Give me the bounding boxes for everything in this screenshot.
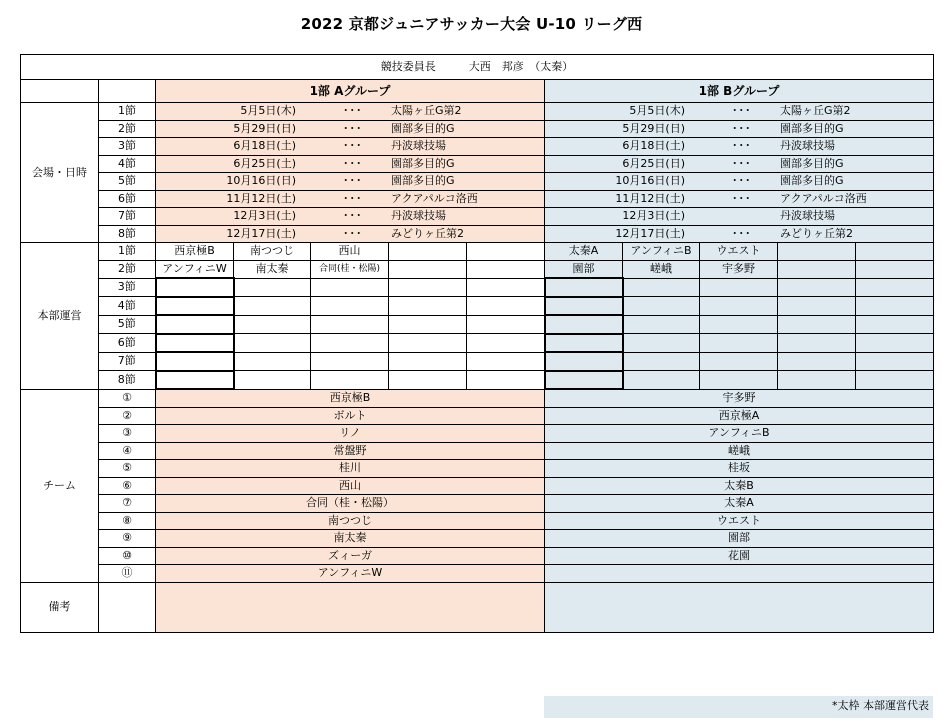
team-b-name: アンフィニB — [545, 425, 934, 443]
team-b-name — [545, 565, 934, 583]
schedule-dots: ･･･ — [732, 156, 752, 170]
schedule-venue: 園部多目的G — [391, 121, 455, 135]
hq-a-cell — [156, 352, 234, 371]
hq-a-cell — [389, 371, 467, 390]
schedule-b-cell — [545, 208, 934, 226]
schedule-dots: ･･･ — [732, 121, 752, 135]
hq-a-cell — [234, 315, 311, 334]
hq-b-cell — [700, 297, 778, 316]
schedule-dots: ･･･ — [343, 209, 363, 222]
hq-b-cell — [778, 371, 856, 390]
schedule-date: 5月5日(木) — [629, 104, 685, 117]
hq-a-cell: アンフィニW — [156, 260, 234, 278]
hq-a-cell — [311, 352, 389, 371]
schedule-dots: ･･･ — [343, 121, 363, 135]
schedule-venue: 丹波球技場 — [391, 209, 446, 222]
team-number: ⑧ — [99, 512, 156, 530]
round-label: 7節 — [99, 208, 156, 226]
round-label: 5節 — [99, 173, 156, 191]
team-b-name: ウエスト — [545, 512, 934, 530]
footnote: *太枠 本部運営代表 — [544, 696, 933, 718]
hq-b-cell: 嵯峨 — [623, 260, 700, 278]
hq-b-cell — [700, 334, 778, 353]
schedule-a-cell — [156, 120, 545, 138]
round-label: 8節 — [99, 225, 156, 243]
round-label: 3節 — [99, 278, 156, 297]
notes-b-cell — [545, 582, 934, 632]
team-b-name: 太秦B — [545, 477, 934, 495]
hq-b-cell: 園部 — [545, 260, 623, 278]
schedule-date: 5月29日(日) — [233, 121, 296, 135]
hq-a-cell — [234, 278, 311, 297]
hq-b-cell — [856, 297, 934, 316]
schedule-date: 6月25日(土) — [233, 156, 296, 170]
hq-b-cell — [623, 278, 700, 297]
hq-a-cell — [311, 278, 389, 297]
hq-a-cell — [467, 260, 545, 278]
hq-b-cell — [778, 334, 856, 353]
team-a-name: ボルト — [156, 407, 545, 425]
hq-b-cell — [545, 278, 623, 297]
team-number: ⑪ — [99, 565, 156, 583]
hq-a-cell — [156, 278, 234, 297]
schedule-section-label: 会場・日時 — [21, 103, 99, 243]
hq-a-cell: 西京極B — [156, 243, 234, 261]
group-a-header: 1部 Aグループ — [156, 80, 545, 103]
league-table — [20, 54, 934, 633]
round-label: 2節 — [99, 260, 156, 278]
schedule-venue: アクアパルコ洛西 — [780, 191, 867, 205]
schedule-dots: ･･･ — [343, 174, 363, 187]
schedule-date: 11月12日(土) — [226, 191, 296, 205]
team-b-name: 嵯峨 — [545, 442, 934, 460]
notes-section-label: 備考 — [21, 582, 99, 632]
round-label: 2節 — [99, 120, 156, 138]
schedule-venue: 園部多目的G — [780, 156, 844, 170]
hq-b-cell — [623, 371, 700, 390]
hq-b-cell — [700, 352, 778, 371]
team-a-name: アンフィニW — [156, 565, 545, 583]
schedule-date: 12月17日(土) — [226, 226, 296, 240]
hq-a-cell — [234, 371, 311, 390]
schedule-b-cell — [545, 190, 934, 208]
team-b-name: 宇多野 — [545, 389, 934, 407]
round-label: 6節 — [99, 190, 156, 208]
round-label: 8節 — [99, 371, 156, 390]
schedule-a-cell — [156, 225, 545, 243]
schedule-a-cell — [156, 190, 545, 208]
hq-a-cell — [311, 334, 389, 353]
schedule-venue: 丹波球技場 — [780, 139, 835, 152]
schedule-dots: ･･･ — [732, 226, 752, 240]
hq-b-cell: 太秦A — [545, 243, 623, 261]
blank-cell — [99, 582, 156, 632]
schedule-a-cell — [156, 138, 545, 156]
schedule-dots: ･･･ — [343, 104, 363, 117]
round-label: 6節 — [99, 334, 156, 353]
round-label: 1節 — [99, 103, 156, 121]
schedule-dots: ･･･ — [732, 191, 752, 205]
hq-b-cell: 宇多野 — [700, 260, 778, 278]
hq-a-cell: 南太秦 — [234, 260, 311, 278]
team-b-name: 西京極A — [545, 407, 934, 425]
schedule-b-cell — [545, 225, 934, 243]
hq-a-cell — [156, 334, 234, 353]
team-number: ⑥ — [99, 477, 156, 495]
hq-b-cell — [623, 297, 700, 316]
hq-a-cell — [389, 297, 467, 316]
team-b-name: 桂坂 — [545, 460, 934, 478]
hq-a-cell — [311, 371, 389, 390]
hq-b-cell — [856, 315, 934, 334]
schedule-a-cell — [156, 103, 545, 121]
hq-a-cell — [467, 371, 545, 390]
team-number: ⑦ — [99, 495, 156, 513]
hq-a-cell — [234, 297, 311, 316]
team-b-name: 太秦A — [545, 495, 934, 513]
team-number: ⑨ — [99, 530, 156, 548]
hq-a-cell — [156, 297, 234, 316]
hq-a-cell — [389, 278, 467, 297]
team-a-name: 西京極B — [156, 389, 545, 407]
team-a-name: ズィーガ — [156, 547, 545, 565]
schedule-a-cell — [156, 208, 545, 226]
team-number: ⑤ — [99, 460, 156, 478]
hq-a-cell: 西山 — [311, 243, 389, 261]
hq-b-cell — [856, 278, 934, 297]
hq-a-cell — [467, 352, 545, 371]
schedule-date: 12月3日(土) — [233, 209, 296, 222]
hq-a-cell — [467, 297, 545, 316]
schedule-dots: ･･･ — [343, 191, 363, 205]
notes-a-cell — [156, 582, 545, 632]
schedule-b-cell — [545, 103, 934, 121]
hq-b-cell — [700, 371, 778, 390]
blank-cell — [21, 80, 99, 103]
hq-b-cell — [545, 334, 623, 353]
hq-b-cell: ウエスト — [700, 243, 778, 261]
schedule-date: 6月18日(土) — [233, 139, 296, 152]
schedule-dots: ･･･ — [343, 226, 363, 240]
team-number: ③ — [99, 425, 156, 443]
team-number: ② — [99, 407, 156, 425]
schedule-venue: 太陽ヶ丘G第2 — [391, 104, 462, 117]
blank-cell — [99, 80, 156, 103]
schedule-venue: みどりヶ丘第2 — [780, 226, 853, 240]
schedule-b-cell — [545, 155, 934, 173]
hq-b-cell: アンフィニB — [623, 243, 700, 261]
hq-section-label: 本部運営 — [21, 243, 99, 390]
schedule-dots: ･･･ — [732, 104, 752, 117]
hq-b-cell — [856, 352, 934, 371]
team-number: ① — [99, 389, 156, 407]
team-a-name: リノ — [156, 425, 545, 443]
team-b-name: 花園 — [545, 547, 934, 565]
group-b-header: 1部 Bグループ — [545, 80, 934, 103]
schedule-date: 11月12日(土) — [615, 191, 685, 205]
team-b-name: 園部 — [545, 530, 934, 548]
schedule-venue: 園部多目的G — [391, 156, 455, 170]
schedule-b-cell — [545, 120, 934, 138]
schedule-b-cell — [545, 138, 934, 156]
round-label: 7節 — [99, 352, 156, 371]
hq-b-cell — [856, 334, 934, 353]
hq-b-cell — [623, 352, 700, 371]
schedule-dots: ･･･ — [343, 156, 363, 170]
team-a-name: 常盤野 — [156, 442, 545, 460]
hq-b-cell — [778, 260, 856, 278]
hq-a-cell — [467, 334, 545, 353]
hq-b-cell — [856, 371, 934, 390]
round-label: 3節 — [99, 138, 156, 156]
hq-a-cell — [234, 334, 311, 353]
hq-b-cell — [545, 352, 623, 371]
schedule-date: 6月18日(土) — [622, 139, 685, 152]
round-label: 4節 — [99, 155, 156, 173]
team-a-name: 桂川 — [156, 460, 545, 478]
hq-b-cell — [778, 278, 856, 297]
schedule-date: 12月17日(土) — [615, 226, 685, 240]
hq-a-cell — [234, 352, 311, 371]
schedule-venue: 園部多目的G — [780, 121, 844, 135]
team-number: ④ — [99, 442, 156, 460]
schedule-a-cell — [156, 155, 545, 173]
hq-a-cell — [389, 334, 467, 353]
team-a-name: 合同（桂・松陽） — [156, 495, 545, 513]
schedule-date: 10月16日(日) — [226, 174, 296, 187]
hq-a-cell — [389, 315, 467, 334]
schedule-date: 5月29日(日) — [622, 121, 685, 135]
hq-a-cell — [467, 315, 545, 334]
schedule-dots: ･･･ — [732, 174, 752, 187]
teams-section-label: チーム — [21, 389, 99, 582]
round-label: 1節 — [99, 243, 156, 261]
hq-b-cell — [778, 352, 856, 371]
schedule-venue: 丹波球技場 — [391, 139, 446, 152]
hq-b-cell — [856, 260, 934, 278]
hq-b-cell — [778, 297, 856, 316]
hq-a-cell: 南つつじ — [234, 243, 311, 261]
hq-b-cell — [856, 243, 934, 261]
hq-a-cell — [389, 352, 467, 371]
hq-a-cell — [156, 315, 234, 334]
hq-b-cell — [623, 315, 700, 334]
schedule-date: 6月25日(日) — [622, 156, 685, 170]
schedule-a-cell — [156, 173, 545, 191]
hq-a-cell — [156, 371, 234, 390]
hq-b-cell — [545, 315, 623, 334]
schedule-b-cell — [545, 173, 934, 191]
schedule-date: 12月3日(土) — [622, 209, 685, 222]
team-a-name: 西山 — [156, 477, 545, 495]
hq-a-cell — [467, 243, 545, 261]
hq-a-cell — [389, 260, 467, 278]
hq-b-cell — [545, 371, 623, 390]
schedule-venue: 園部多目的G — [391, 174, 455, 187]
team-number: ⑩ — [99, 547, 156, 565]
hq-a-cell — [389, 243, 467, 261]
round-label: 4節 — [99, 297, 156, 316]
team-a-name: 南つつじ — [156, 512, 545, 530]
team-a-name: 南太秦 — [156, 530, 545, 548]
hq-a-cell: 合同(桂・松陽) — [311, 260, 389, 278]
hq-b-cell — [778, 243, 856, 261]
hq-a-cell — [311, 315, 389, 334]
schedule-dots: ･･･ — [343, 139, 363, 152]
hq-b-cell — [700, 315, 778, 334]
page-title: 2022 京都ジュニアサッカー大会 U-10 リーグ西 — [300, 15, 643, 33]
hq-b-cell — [778, 315, 856, 334]
hq-a-cell — [311, 297, 389, 316]
committee-chair: 競技委員長 大西 邦彦 （太秦） — [21, 55, 934, 80]
hq-b-cell — [545, 297, 623, 316]
schedule-date: 10月16日(日) — [615, 174, 685, 187]
schedule-venue: アクアパルコ洛西 — [391, 191, 478, 205]
round-label: 5節 — [99, 315, 156, 334]
hq-b-cell — [700, 278, 778, 297]
schedule-date: 5月5日(木) — [240, 104, 296, 117]
schedule-dots: ･･･ — [732, 139, 752, 152]
schedule-venue: 丹波球技場 — [780, 209, 835, 222]
schedule-venue: 太陽ヶ丘G第2 — [780, 104, 851, 117]
schedule-venue: 園部多目的G — [780, 174, 844, 187]
hq-a-cell — [467, 278, 545, 297]
hq-b-cell — [623, 334, 700, 353]
schedule-venue: みどりヶ丘第2 — [391, 226, 464, 240]
